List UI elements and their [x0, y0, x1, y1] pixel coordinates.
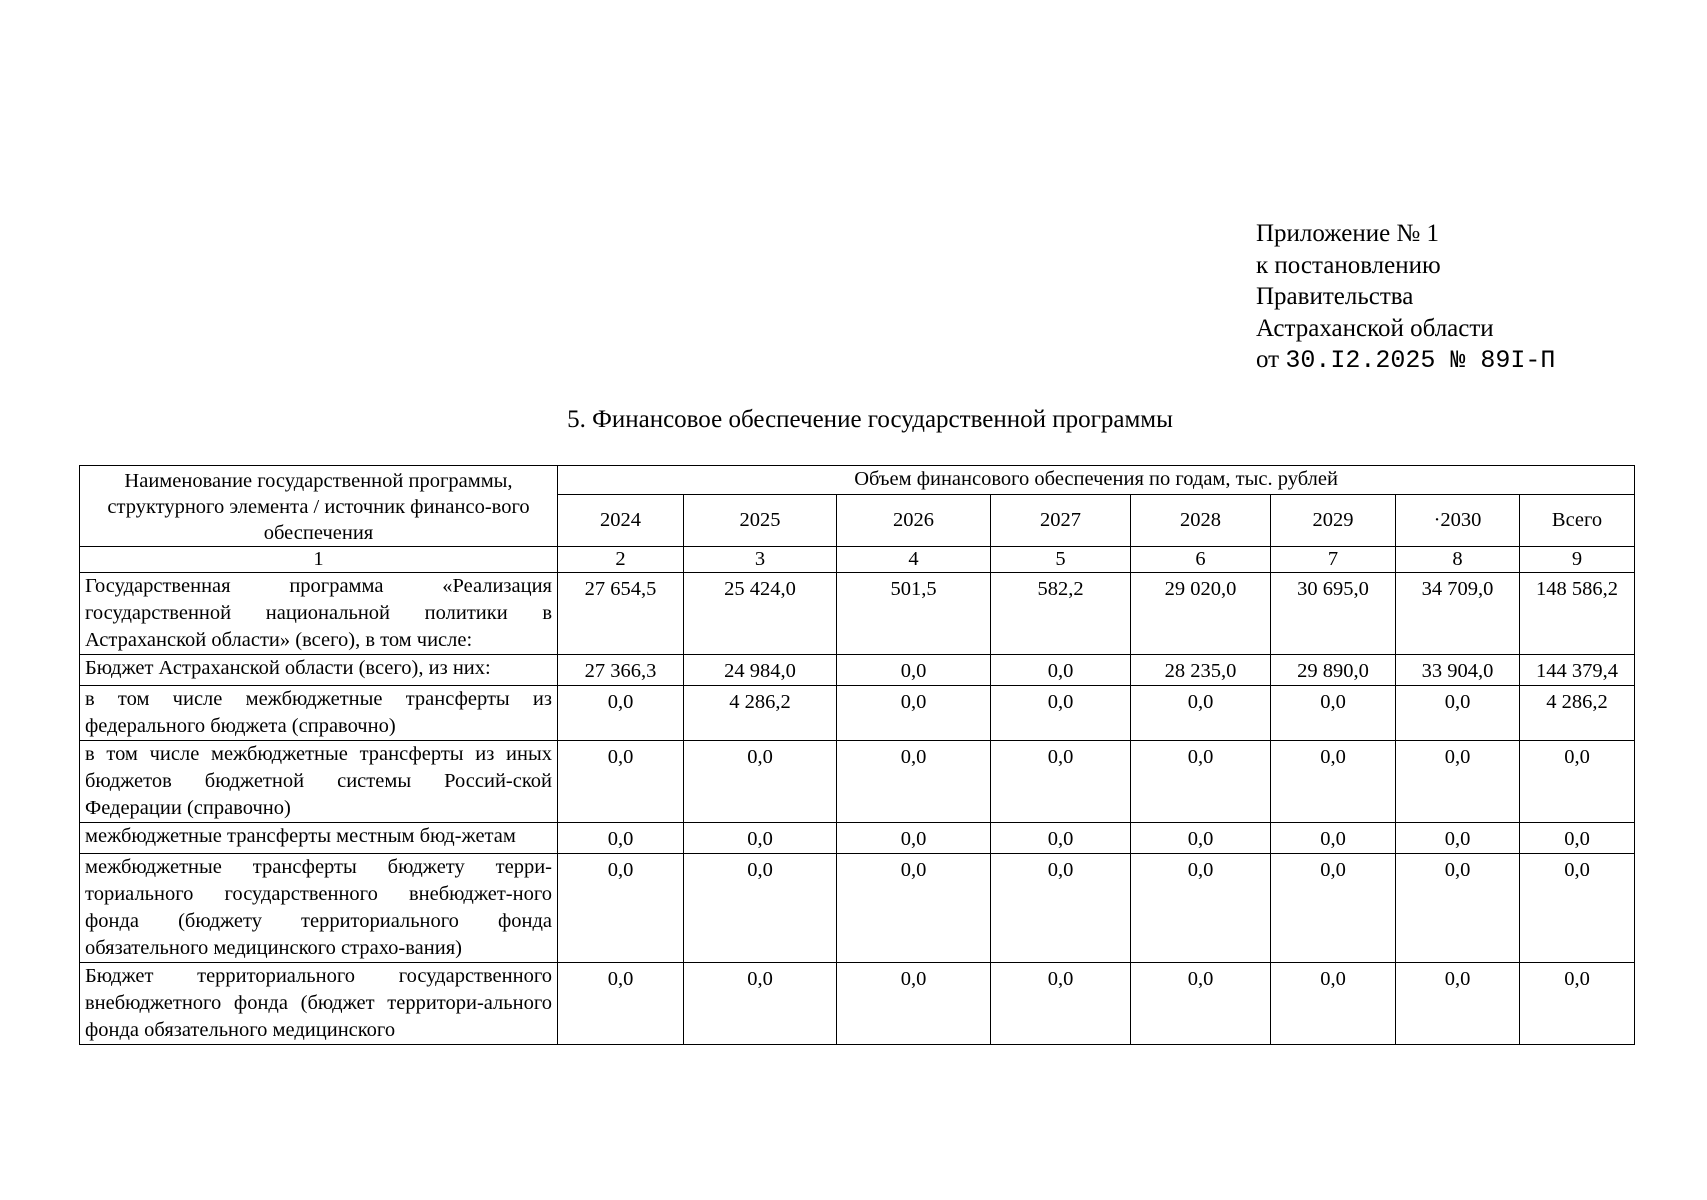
row-name: межбюджетные трансферты бюджету терри-ториального государственного внебюджет-ного фонда (бюджету территориального фонда обязательного медицинского страхо-вания)	[80, 854, 558, 963]
row-value: 33 904,0	[1396, 655, 1520, 686]
row-value: 27 654,5	[558, 573, 684, 655]
row-value: 0,0	[1271, 686, 1396, 741]
row-value: 0,0	[1396, 823, 1520, 854]
row-name: Бюджет Астраханской области (всего), из них:	[80, 655, 558, 686]
row-value: 0,0	[1396, 963, 1520, 1045]
row-name: в том числе межбюджетные трансферты из иных бюджетов бюджетной системы Россий-ской Федерации (справочно)	[80, 741, 558, 823]
row-value: 0,0	[558, 854, 684, 963]
table-row	[80, 741, 1635, 823]
column-header-total: Всего	[1520, 494, 1635, 546]
row-value: 0,0	[684, 823, 837, 854]
row-value: 0,0	[1271, 963, 1396, 1045]
row-name: в том числе межбюджетные трансферты из федерального бюджета (справочно)	[80, 686, 558, 741]
appendix-note	[1256, 218, 1555, 377]
column-header-year: 2027	[991, 494, 1131, 546]
column-header-year: 2028	[1131, 494, 1271, 546]
row-value: 0,0	[1271, 741, 1396, 823]
row-value: 0,0	[558, 686, 684, 741]
row-name: межбюджетные трансферты местным бюд-жетам	[80, 823, 558, 854]
row-value: 0,0	[1271, 854, 1396, 963]
appendix-line-2: к постановлению	[1256, 251, 1441, 279]
column-number: 3	[684, 547, 837, 573]
row-total: 4 286,2	[1520, 686, 1635, 741]
row-value: 0,0	[991, 686, 1131, 741]
row-value: 0,0	[837, 823, 991, 854]
row-value: 0,0	[991, 963, 1131, 1045]
column-number: 7	[1271, 547, 1396, 573]
appendix-date-number: 30.I2.2025 № 89I-П	[1285, 346, 1556, 375]
row-total: 144 379,4	[1520, 655, 1635, 686]
header-row-group	[80, 466, 1635, 495]
table-row	[80, 573, 1635, 655]
appendix-line-1: Приложение № 1	[1256, 220, 1440, 247]
column-header-year: 2025	[684, 494, 837, 546]
appendix-line-5	[1256, 344, 1555, 377]
row-value: 24 984,0	[684, 655, 837, 686]
column-header-year: 2029	[1271, 494, 1396, 546]
column-number: 1	[80, 547, 558, 573]
row-value: 0,0	[837, 655, 991, 686]
appendix-line-3: Правительства	[1256, 283, 1414, 310]
row-total: 0,0	[1520, 823, 1635, 854]
row-value: 0,0	[1131, 823, 1271, 854]
row-value: 582,2	[991, 573, 1131, 655]
column-header-year: 2026	[837, 494, 991, 546]
column-number: 8	[1396, 547, 1520, 573]
row-value: 0,0	[1131, 963, 1271, 1045]
table-row	[80, 655, 1635, 686]
column-number: 9	[1520, 547, 1635, 573]
row-value: 28 235,0	[1131, 655, 1271, 686]
row-value: 4 286,2	[684, 686, 837, 741]
row-value: 0,0	[1396, 686, 1520, 741]
row-total: 0,0	[1520, 963, 1635, 1045]
appendix-date-prefix: от	[1256, 346, 1280, 373]
row-value: 0,0	[558, 823, 684, 854]
row-value: 501,5	[837, 573, 991, 655]
column-header-group: Объем финансового обеспечения по годам, тыс. рублей	[558, 466, 1635, 495]
row-total: 0,0	[1520, 741, 1635, 823]
column-number: 6	[1131, 547, 1271, 573]
row-value: 0,0	[837, 854, 991, 963]
row-value: 0,0	[1396, 854, 1520, 963]
row-value: 0,0	[1131, 741, 1271, 823]
row-value: 0,0	[558, 741, 684, 823]
column-number: 4	[837, 547, 991, 573]
row-value: 0,0	[684, 741, 837, 823]
row-value: 0,0	[991, 823, 1131, 854]
row-total: 0,0	[1520, 854, 1635, 963]
row-name: Бюджет территориального государственного внебюджетного фонда (бюджет территори-ального фонда обязательного медицинского	[80, 963, 558, 1045]
row-value: 0,0	[1396, 741, 1520, 823]
row-value: 0,0	[991, 655, 1131, 686]
row-value: 29 020,0	[1131, 573, 1271, 655]
column-number: 2	[558, 547, 684, 573]
table-row	[80, 854, 1635, 963]
row-value: 0,0	[1271, 823, 1396, 854]
financing-table	[79, 465, 1635, 1045]
row-value: 0,0	[837, 963, 991, 1045]
column-number: 5	[991, 547, 1131, 573]
table-row	[80, 686, 1635, 741]
column-header-name: Наименование государственной программы, структурного элемента / источник финансо-вого обеспечения	[80, 466, 558, 547]
row-value: 27 366,3	[558, 655, 684, 686]
row-value: 0,0	[1131, 854, 1271, 963]
row-value: 0,0	[684, 963, 837, 1045]
row-value: 0,0	[837, 686, 991, 741]
table-row	[80, 963, 1635, 1045]
row-value: 0,0	[684, 854, 837, 963]
row-value: 0,0	[991, 741, 1131, 823]
column-header-year: ·2030	[1396, 494, 1520, 546]
row-value: 30 695,0	[1271, 573, 1396, 655]
column-number-row	[80, 547, 1635, 573]
row-value: 34 709,0	[1396, 573, 1520, 655]
row-name: Государственная программа «Реализация государственной национальной политики в Астраханской области» (всего), в том числе:	[80, 573, 558, 655]
row-value: 29 890,0	[1271, 655, 1396, 686]
table-row	[80, 823, 1635, 854]
section-title: 5. Финансовое обеспечение государственной программы	[567, 406, 1173, 433]
row-value: 0,0	[991, 854, 1131, 963]
row-value: 0,0	[558, 963, 684, 1045]
row-value: 0,0	[1131, 686, 1271, 741]
row-value: 25 424,0	[684, 573, 837, 655]
column-header-year: 2024	[558, 494, 684, 546]
appendix-line-4: Астраханской области	[1256, 314, 1494, 342]
row-value: 0,0	[837, 741, 991, 823]
row-total: 148 586,2	[1520, 573, 1635, 655]
